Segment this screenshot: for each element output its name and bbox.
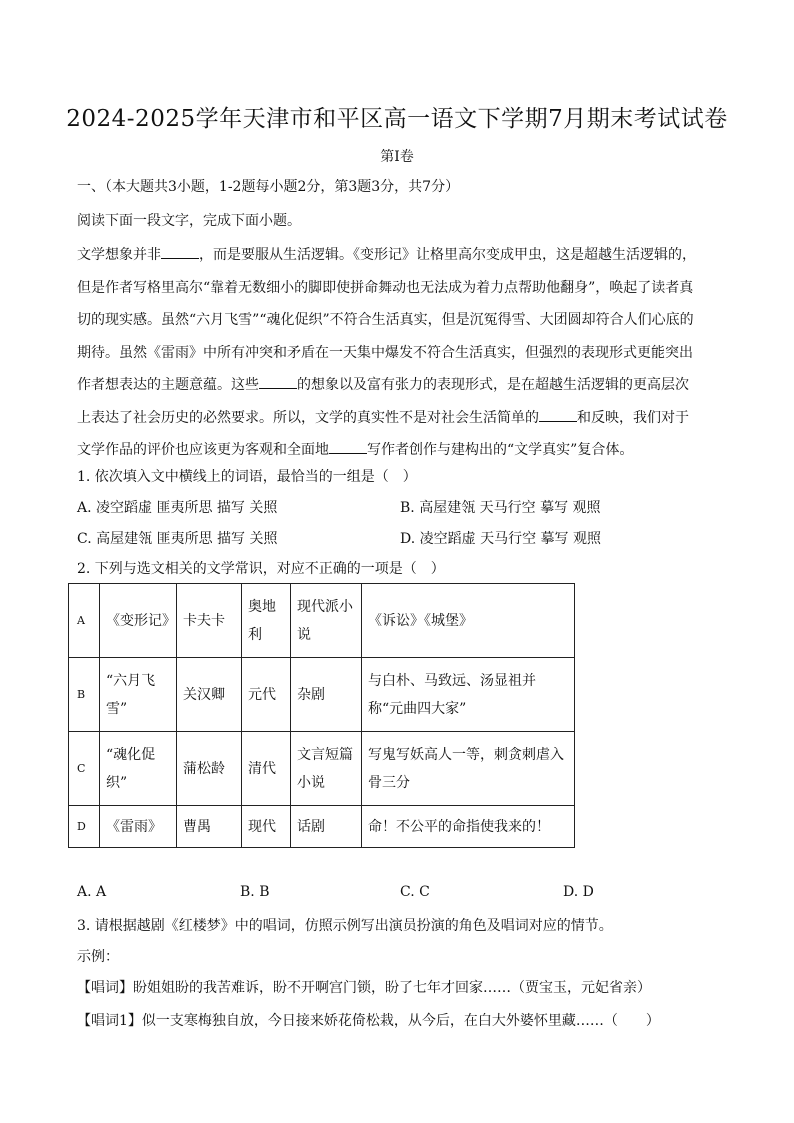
cell-note: 命！不公平的命指使我来的！: [362, 806, 575, 848]
cell-note: 写鬼写妖高人一等，刺贪刺虐入骨三分: [362, 732, 575, 806]
passage-line: 文学想象并非 ，而是要服从生活逻辑。《变形记》让格里高尔变成甲虫，这是超越生活逻辑的，: [77, 239, 722, 272]
cell-author: 关汉卿: [177, 658, 242, 732]
answer-blank: [161, 244, 199, 259]
literature-table: [68, 583, 575, 848]
section-heading: 一、（本大题共3小题，1-2题每小题2分，第3题3分，共7分）: [77, 179, 460, 195]
passage-line: 上表达了社会历史的必然要求。所以，文学的真实性不是对社会生活简单的 和反映，我们对于: [77, 402, 722, 435]
q2-option-c[interactable]: C. C: [400, 884, 430, 900]
question-1-stem: 1. 依次填入文中横线上的词语，最恰当的一组是（ ）: [77, 469, 417, 485]
question-2-stem: 2. 下列与选文相关的文学常识，对应不正确的一项是（ ）: [77, 561, 445, 577]
cell-author: 曹禺: [177, 806, 242, 848]
reading-instruction: 阅读下面一段文字，完成下面小题。: [77, 213, 301, 229]
q1-option-c[interactable]: C. 高屋建瓴 匪夷所思 描写 关照: [77, 531, 278, 547]
q2-option-d[interactable]: D. D: [563, 884, 594, 900]
passage-line: 期待。虽然《雷雨》中所有冲突和矛盾在一天集中爆发不符合生活真实，但强烈的表现形式更能突出: [77, 344, 693, 361]
passage-line: 作者想表达的主题意蕴。这些 的想象以及富有张力的表现形式，是在超越生活逻辑的更高层次: [77, 369, 722, 402]
cell-author: 卡夫卡: [177, 584, 242, 658]
cell-author: 蒲松龄: [177, 732, 242, 806]
cell-work: 《雷雨》: [100, 806, 177, 848]
cell-work: 《变形记》: [100, 584, 177, 658]
table-row: [69, 732, 575, 806]
passage-line: 切的现实感。虽然“六月飞雪”“魂化促织”不符合生活真实，但是沉冤得雪、大团圆却符合人们心底的: [77, 312, 694, 328]
cell-work: “六月飞雪”: [100, 658, 177, 732]
lyric-1: 【唱词1】似一支寒梅独自放，今日接来娇花倚松栽，从今后，在白大外婆怀里藏……（ ）: [77, 1013, 660, 1029]
volume-label: 第Ⅰ卷: [380, 149, 414, 165]
table-row: [69, 806, 575, 848]
q1-option-b[interactable]: B. 高屋建瓴 天马行空 摹写 观照: [400, 500, 601, 516]
example-lyric: 【唱词】盼姐姐盼的我苦难诉，盼不开啊宫门锁，盼了七年才回家……（贾宝玉，元妃省亲）: [77, 980, 651, 996]
cell-era: 元代: [242, 658, 291, 732]
row-label: D: [69, 806, 100, 848]
cell-era: 奥地利: [242, 584, 291, 658]
cell-era: 清代: [242, 732, 291, 806]
table-row: [69, 584, 575, 658]
question-3-stem: 3. 请根据越剧《红楼梦》中的唱词，仿照示例写出演员扮演的角色及唱词对应的情节。: [77, 918, 613, 934]
cell-work: “魂化促织”: [100, 732, 177, 806]
q1-option-a[interactable]: A. 凌空蹈虚 匪夷所思 描写 关照: [77, 500, 278, 516]
table-row: [69, 658, 575, 732]
cell-genre: 文言短篇小说: [291, 732, 362, 806]
reading-passage: [77, 239, 722, 467]
answer-blank: [329, 439, 367, 454]
cell-genre: 杂剧: [291, 658, 362, 732]
page-title: 2024-2025学年天津市和平区高一语文下学期7月期末考试试卷: [66, 106, 728, 132]
cell-note: 《诉讼》《城堡》: [362, 584, 575, 658]
passage-line: 文学作品的评价也应该更为客观和全面地 写作者创作与建构出的“文学真实”复合体。: [77, 434, 722, 467]
row-label: C: [69, 732, 100, 806]
cell-era: 现代: [242, 806, 291, 848]
row-label: A: [69, 584, 100, 658]
example-label: 示例：: [77, 949, 119, 965]
row-label: B: [69, 658, 100, 732]
q1-option-d[interactable]: D. 凌空蹈虚 天马行空 摹写 观照: [400, 531, 601, 547]
cell-genre: 话剧: [291, 806, 362, 848]
q2-option-a[interactable]: A. A: [77, 884, 107, 900]
passage-line: 但是作者写格里高尔“靠着无数细小的脚即使拼命舞动也无法成为着力点帮助他翻身”，唤起了读者真: [77, 279, 694, 296]
answer-blank: [259, 374, 297, 389]
q2-option-b[interactable]: B. B: [240, 884, 270, 900]
answer-blank: [539, 407, 577, 422]
cell-note: 与白朴、马致远、汤显祖并称“元曲四大家”: [362, 658, 575, 732]
cell-genre: 现代派小说: [291, 584, 362, 658]
